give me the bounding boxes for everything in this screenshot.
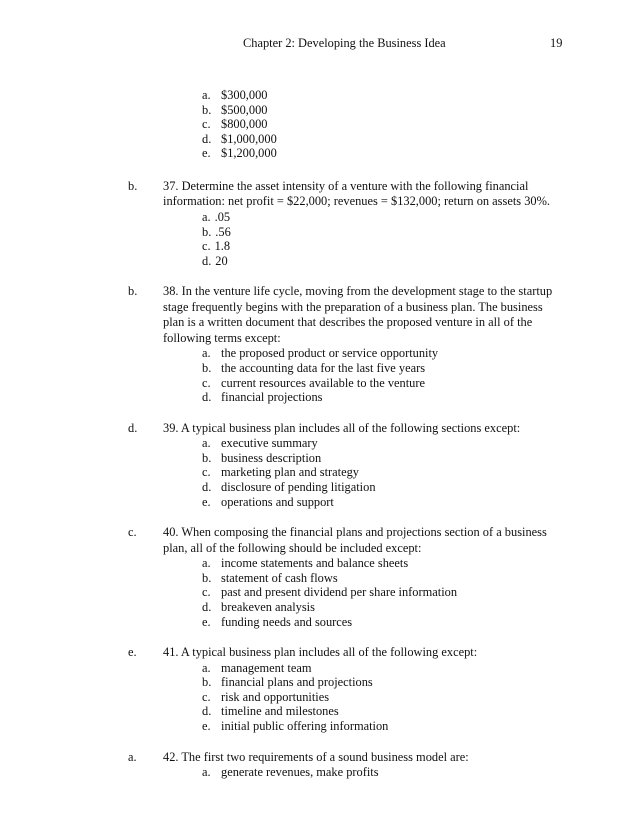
question-40	[0, 525, 638, 629]
option	[202, 585, 638, 600]
option-letter: a.	[202, 765, 211, 780]
stem-line: 41. A typical business plan includes all of the following except:	[163, 645, 478, 660]
option-text: $1,200,000	[221, 146, 277, 161]
option	[202, 103, 638, 118]
option-text: past and present dividend per share information	[221, 585, 458, 600]
option-text: executive summary	[221, 436, 318, 451]
question-continued	[0, 88, 638, 161]
option-letter: c.	[202, 585, 211, 600]
question-37	[0, 179, 638, 268]
option-text: 1.8	[214, 239, 231, 254]
option	[202, 465, 638, 480]
option	[202, 210, 638, 225]
question-42	[0, 750, 638, 780]
option-letter: b.	[202, 224, 212, 239]
option-text: risk and opportunities	[221, 689, 330, 704]
option-letter: e.	[202, 719, 211, 734]
option	[202, 675, 638, 690]
option-list	[202, 346, 638, 404]
option-text: generate revenues, make profits	[221, 765, 379, 780]
option	[202, 571, 638, 586]
question-41	[0, 645, 638, 733]
option-letter: a.	[202, 660, 211, 675]
option-text: initial public offering information	[221, 719, 389, 734]
option-letter: e.	[202, 146, 211, 161]
option-text: timeline and milestones	[221, 704, 339, 719]
option	[202, 451, 638, 466]
answer-key: d.	[128, 420, 138, 435]
stem-line: following terms except:	[163, 330, 281, 345]
option-list	[202, 210, 638, 268]
option-text: $500,000	[221, 102, 268, 117]
option-letter: e.	[202, 494, 211, 509]
answer-key: b.	[128, 178, 138, 193]
option-list	[202, 765, 638, 780]
option-letter: d.	[202, 704, 212, 719]
question-stem	[163, 421, 583, 437]
answer-key: e.	[128, 645, 137, 660]
option-letter: d.	[202, 131, 212, 146]
option-list	[202, 436, 638, 509]
option-text: the accounting data for the last five years	[221, 360, 426, 375]
stem-line: 40. When composing the financial plans and projections section of a business	[163, 525, 547, 540]
question-38	[0, 284, 638, 404]
option	[202, 376, 638, 391]
option-text: income statements and balance sheets	[221, 556, 409, 571]
stem-line: 38. In the venture life cycle, moving from the development stage to the startup	[163, 284, 553, 299]
option-letter: a.	[202, 436, 211, 451]
question-stem	[163, 179, 583, 210]
question-39	[0, 421, 638, 509]
stem-line: plan is a written document that describes the proposed venture in all of the	[163, 315, 533, 330]
option-text: $1,000,000	[221, 131, 277, 146]
stem-line: information: net profit = $22,000; revenues = $132,000; return on assets 30%.	[163, 194, 551, 209]
option-letter: b.	[202, 675, 212, 690]
option-text: .05	[214, 209, 231, 224]
option	[202, 661, 638, 676]
option	[202, 132, 638, 147]
question-stem	[163, 525, 583, 556]
option-text: breakeven analysis	[221, 599, 315, 614]
option	[202, 600, 638, 615]
option-text: the proposed product or service opportunity	[221, 346, 439, 361]
option-text: $300,000	[221, 88, 268, 102]
option-text: statement of cash flows	[221, 570, 338, 585]
option-letter: c.	[202, 375, 211, 390]
answer-key: b.	[128, 284, 138, 299]
option-letter: e.	[202, 614, 211, 629]
option	[202, 88, 638, 103]
option-letter: c.	[202, 465, 211, 480]
option-letter: d.	[202, 599, 212, 614]
option-letter: c.	[202, 117, 211, 132]
option-text: management team	[221, 660, 312, 675]
stem-line: stage frequently begins with the preparation of a business plan. The business	[163, 299, 543, 314]
option	[202, 117, 638, 132]
stem-line: 37. Determine the asset intensity of a venture with the following financial	[163, 178, 529, 193]
option-text: $800,000	[221, 117, 268, 132]
page-header	[0, 36, 638, 52]
option	[202, 146, 638, 161]
option-text: marketing plan and strategy	[221, 465, 359, 480]
option-letter: a.	[202, 556, 211, 571]
option-letter: d.	[202, 253, 212, 268]
chapter-title: Chapter 2: Developing the Business Idea	[243, 36, 446, 50]
option-text: .56	[215, 224, 231, 239]
question-stem	[163, 750, 583, 766]
option	[202, 239, 638, 254]
option-list	[202, 661, 638, 734]
option-letter: c.	[202, 239, 211, 254]
option-letter: c.	[202, 689, 211, 704]
stem-line: plan, all of the following should be included except:	[163, 540, 422, 555]
option	[202, 390, 638, 405]
option-letter: b.	[202, 360, 212, 375]
option	[202, 615, 638, 630]
option	[202, 254, 638, 269]
option-list	[202, 556, 638, 629]
option	[202, 719, 638, 734]
option-letter: a.	[202, 346, 211, 361]
option	[202, 361, 638, 376]
option-text: funding needs and sources	[221, 614, 353, 629]
option-letter: a.	[202, 88, 211, 102]
option-letter: b.	[202, 570, 212, 585]
answer-key: c.	[128, 525, 137, 540]
option-letter: d.	[202, 390, 212, 405]
option	[202, 346, 638, 361]
option	[202, 765, 638, 780]
option-letter: a.	[202, 209, 211, 224]
option-text: financial projections	[221, 390, 323, 405]
option	[202, 225, 638, 240]
option-text: operations and support	[221, 494, 334, 509]
question-stem	[163, 645, 583, 661]
option-text: 20	[215, 253, 228, 268]
option-text: business description	[221, 450, 322, 465]
option	[202, 690, 638, 705]
option-list	[202, 88, 638, 161]
stem-line: 42. The first two requirements of a sound business model are:	[163, 749, 469, 764]
option	[202, 480, 638, 495]
option-text: financial plans and projections	[221, 675, 373, 690]
option-text: current resources available to the venture	[221, 375, 426, 390]
answer-key: a.	[128, 749, 137, 764]
option-letter: b.	[202, 102, 212, 117]
option-text: disclosure of pending litigation	[221, 480, 376, 494]
option	[202, 704, 638, 719]
page-number: 19	[550, 36, 563, 50]
question-list	[0, 88, 638, 796]
question-stem	[163, 284, 583, 346]
option	[202, 495, 638, 510]
option	[202, 436, 638, 451]
option	[202, 556, 638, 571]
option-letter: d.	[202, 480, 212, 494]
option-letter: b.	[202, 450, 212, 465]
stem-line: 39. A typical business plan includes all of the following sections except:	[163, 420, 521, 435]
